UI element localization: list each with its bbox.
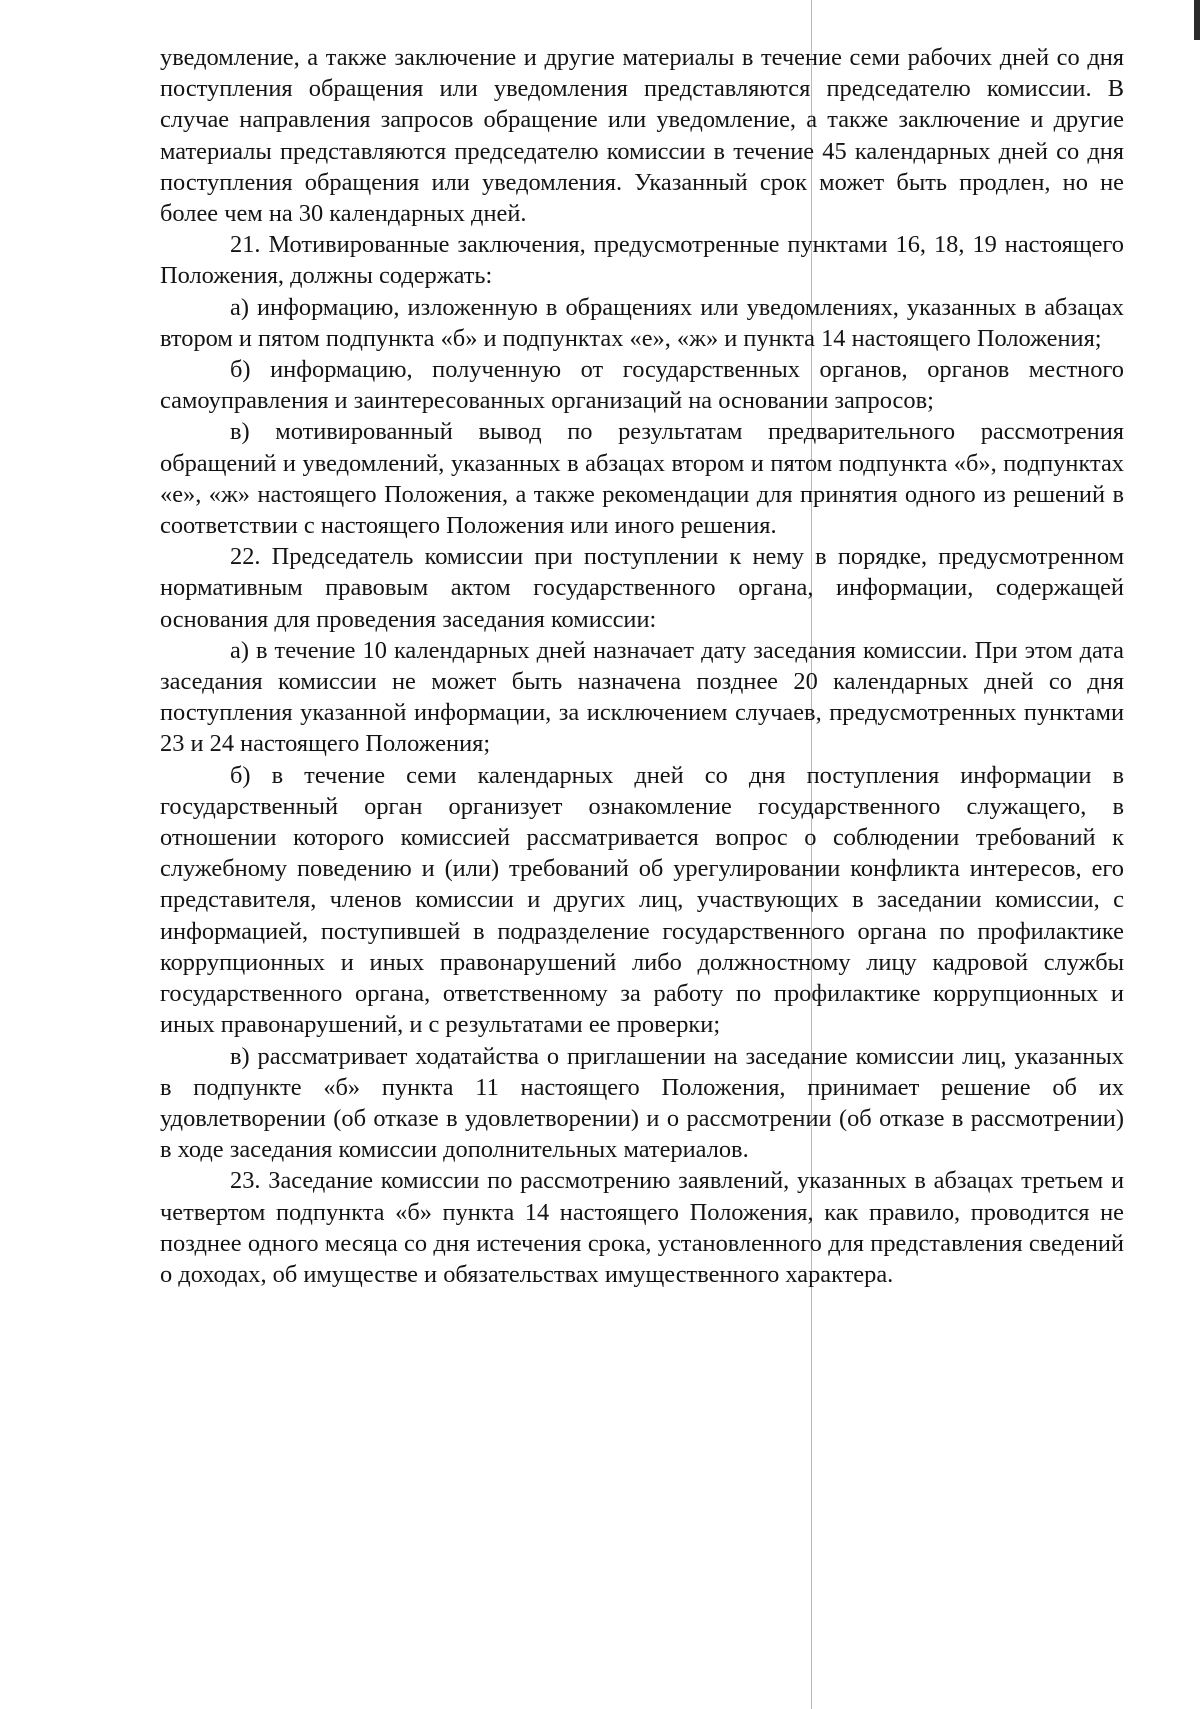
paragraph-22: 22. Председатель комиссии при поступлении к нему в порядке, предусмотренном нормативным правовым актом государственного органа, информации, содержащей основания для проведения заседания комиссии: [160,543,1124,633]
paragraph-21-a: а) информацию, изложенную в обращениях или уведомлениях, указанных в абзацах втором и пятом подпункта «б» и подпунктах «е», «ж» и пункта 14 настоящего Положения; [160,293,1124,352]
scan-edge-mark [1194,0,1200,40]
paragraph-22-v: в) рассматривает ходатайства о приглашении на заседание комиссии лиц, указанных в подпункте «б» пункта 11 настоящего Положения, принимает решение об их удовлетворении (об отказе в удовлетворении) и о рассмотрении (об отказе в рассмотрении) в ходе заседания комиссии дополнительных материалов. [160,1042,1124,1164]
paragraph-continuation: уведомление, а также заключение и другие материалы в течение семи рабочих дней со дня поступления обращения или уведомления представляются председателю комиссии. В случае направления запросов обращение или уведомление, а также заключение и другие материалы представляются председателю комиссии в течение 45 календарных дней со дня поступления обращения или уведомления. Указанный срок может быть продлен, но не более чем на 30 календарных дней. [160,44,1124,228]
paragraph-22-a: а) в течение 10 календарных дней назначает дату заседания комиссии. При этом дата заседания комиссии не может быть назначена позднее 20 календарных дней со дня поступления указанной информации, за исключением случаев, предусмотренных пунктами 23 и 24 настоящего Положения; [160,636,1124,758]
paragraph-21: 21. Мотивированные заключения, предусмотренные пунктами 16, 18, 19 настоящего Положения, должны содержать: [160,231,1124,290]
document-body [160,42,1124,1290]
paragraph-21-b: б) информацию, полученную от государственных органов, органов местного самоуправления и заинтересованных организаций на основании запросов; [160,356,1124,415]
paragraph-21-v: в) мотивированный вывод по результатам предварительного рассмотрения обращений и уведомлений, указанных в абзацах втором и пятом подпункта «б», подпунктах «е», «ж» настоящего Положения, а также рекомендации для принятия одного из решений в соответствии с настоящего Положения или иного решения. [160,418,1124,540]
paragraph-22-b: б) в течение семи календарных дней со дня поступления информации в государственный орган организует ознакомление государственного служащего, в отношении которого комиссией рассматривается вопрос о соблюдении требований к служебному поведению и (или) требований об урегулировании конфликта интересов, его представителя, членов комиссии и других лиц, участвующих в заседании комиссии, с информацией, поступившей в подразделение государственного органа по профилактике коррупционных и иных правонарушений либо должностному лицу кадровой службы государственного органа, ответственному за работу по профилактике коррупционных и иных правонарушений, и с результатами ее проверки; [160,761,1124,1039]
paragraph-23: 23. Заседание комиссии по рассмотрению заявлений, указанных в абзацах третьем и четвертом подпункта «б» пункта 14 настоящего Положения, как правило, проводится не позднее одного месяца со дня истечения срока, установленного для представления сведений о доходах, об имуществе и обязательствах имущественного характера. [160,1167,1124,1288]
